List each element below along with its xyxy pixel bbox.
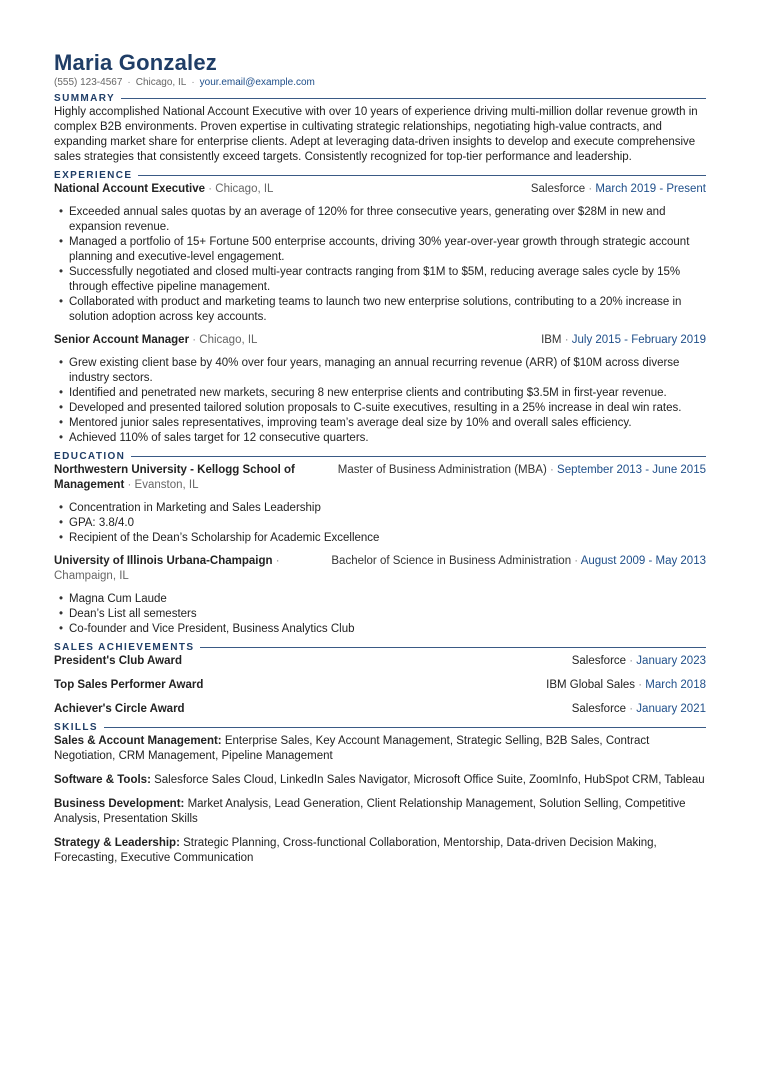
skill-group (54, 734, 706, 764)
resume-page (54, 50, 706, 866)
job-location: Chicago, IL (215, 183, 274, 195)
separator: · (127, 77, 131, 88)
skill-label: Strategy & Leadership: (54, 837, 180, 849)
education-section-header (54, 450, 706, 463)
section-title: SUMMARY (54, 93, 116, 104)
company-name: IBM (541, 334, 562, 346)
separator: · (192, 334, 200, 346)
achievement-title: President's Club Award (54, 655, 182, 667)
list-item: • Mentored junior sales representatives, improving team’s average deal size by 10% and overall sales efficiency. (69, 416, 706, 431)
section-title: SKILLS (54, 722, 98, 733)
school-name: Northwestern University - Kellogg School of Management (54, 464, 295, 491)
section-divider (200, 647, 706, 648)
separator: · (626, 655, 637, 667)
separator: · (208, 183, 216, 195)
spacer (54, 669, 706, 678)
separator: · (275, 555, 280, 567)
achievement-date: January 2023 (636, 655, 706, 667)
separator: · (635, 679, 646, 691)
achievement-item (54, 702, 706, 717)
skill-group (54, 773, 706, 788)
skill-text: Salesforce Sales Cloud, LinkedIn Sales Navigator, Microsoft Office Suite, ZoomInfo, HubSpot CRM, Tableau (154, 774, 705, 786)
job-bullets (54, 356, 706, 446)
school-location: Evanston, IL (134, 479, 199, 491)
section-title: SALES ACHIEVEMENTS (54, 642, 195, 653)
achievement-date: March 2018 (645, 679, 706, 691)
education-header (54, 463, 706, 493)
company-name: Salesforce (530, 183, 586, 195)
achievement-item (54, 678, 706, 693)
list-item: • Collaborated with product and marketing teams to launch two new enterprise solutions, contributing to a 20% increase in solution adoption across key accounts. (69, 295, 706, 325)
separator: · (550, 464, 558, 476)
skill-group (54, 836, 706, 866)
spacer (54, 546, 706, 554)
achievement-title: Top Sales Performer Award (54, 679, 204, 691)
job-location: Chicago, IL (199, 334, 258, 346)
education-bullets (54, 592, 706, 637)
education-header (54, 554, 706, 584)
list-item: • Managed a portfolio of 15+ Fortune 500 enterprise accounts, driving 30% year-over-year growth through strategic account planning and executive-level engagement. (69, 235, 706, 265)
education-entry (54, 463, 706, 546)
list-item: • Co-founder and Vice President, Business Analytics Club (69, 622, 706, 637)
school-location: Champaign, IL (54, 570, 129, 582)
spacer (54, 325, 706, 333)
spacer (54, 788, 706, 797)
job-dates: July 2015 - February 2019 (571, 334, 706, 346)
section-divider (138, 175, 706, 176)
skill-text: Enterprise Sales, Key Account Management, Strategic Selling, B2B Sales, Contract Negotiation, CRM Management, Pipeline Management (54, 735, 650, 762)
section-title: EDUCATION (54, 451, 126, 462)
skill-label: Software & Tools: (54, 774, 151, 786)
school-name: University of Illinois Urbana-Champaign (54, 555, 273, 567)
degree: Bachelor of Science in Business Administration (331, 555, 572, 567)
skill-label: Sales & Account Management: (54, 735, 222, 747)
separator: · (127, 479, 135, 491)
list-item: • Grew existing client base by 40% over four years, managing an annual recurring revenue (ARR) of $10M across diverse industry sectors. (69, 356, 706, 386)
skill-label: Business Development: (54, 798, 185, 810)
skill-text: Strategic Planning, Cross-functional Collaboration, Mentorship, Data-driven Decision Making, Forecasting, Executive Communication (54, 837, 657, 864)
achievement-org: IBM Global Sales (546, 679, 636, 691)
section-divider (121, 98, 706, 99)
achievements-section-header (54, 641, 706, 654)
list-item: • Magna Cum Laude (69, 592, 706, 607)
separator: · (191, 77, 195, 88)
section-divider (104, 727, 706, 728)
skill-group (54, 797, 706, 827)
job-entry (54, 333, 706, 446)
job-header (54, 333, 706, 348)
candidate-name: Maria Gonzalez (54, 50, 217, 75)
phone: (555) 123-4567 (54, 77, 123, 88)
list-item: • Developed and presented tailored solution proposals to C-suite executives, resulting in a 25% increase in deal win rates. (69, 401, 706, 416)
section-divider (131, 456, 706, 457)
achievement-title: Achiever's Circle Award (54, 703, 185, 715)
degree: Master of Business Administration (MBA) (337, 464, 547, 476)
list-item: • Achieved 110% of sales target for 12 consecutive quarters. (69, 431, 706, 446)
list-item: • Concentration in Marketing and Sales Leadership (69, 501, 706, 516)
list-item: • Identified and penetrated new markets, securing 8 new enterprise clients and contributing $3.5M in first-year revenue. (69, 386, 706, 401)
job-title: National Account Executive (54, 183, 206, 195)
summary-section-header (54, 92, 706, 105)
achievement-item (54, 654, 706, 669)
contact-line (54, 76, 706, 89)
spacer (54, 764, 706, 773)
list-item: • GPA: 3.8/4.0 (69, 516, 706, 531)
experience-section-header (54, 169, 706, 182)
separator: · (626, 703, 637, 715)
separator: · (574, 555, 581, 567)
list-item: • Successfully negotiated and closed multi-year contracts ranging from $1M to $5M, reducing average sales cycle by 15% through effective pipeline management. (69, 265, 706, 295)
job-header (54, 182, 706, 197)
job-title: Senior Account Manager (54, 334, 190, 346)
spacer (54, 693, 706, 702)
summary-text: Highly accomplished National Account Executive with over 10 years of experience driving multi-million dollar revenue growth in complex B2B environments. Proven expertise in cultivating strategic relationships, negotiating high-value contracts, and expanding market share for enterprise clients. Adept at leveraging data-driven insights to develop and execute comprehensive sales strategies that consistently exceed targets. Consistently recognized for top-tier performance and leadership. (54, 106, 698, 163)
education-bullets (54, 501, 706, 546)
skill-text: Market Analysis, Lead Generation, Client Relationship Management, Solution Selling, Competitive Analysis, Presentation Skills (54, 798, 686, 825)
section-title: EXPERIENCE (54, 170, 133, 181)
job-dates: March 2019 - Present (595, 183, 706, 195)
separator: · (564, 334, 572, 346)
list-item: • Exceeded annual sales quotas by an average of 120% for three consecutive years, generating over $28M in new and expansion revenue. (69, 205, 706, 235)
achievement-date: January 2021 (636, 703, 706, 715)
achievement-org: Salesforce (571, 655, 627, 667)
email-link[interactable]: your.email@example.com (199, 77, 315, 88)
list-item: • Dean’s List all semesters (69, 607, 706, 622)
skills-section-header (54, 721, 706, 734)
education-entry (54, 554, 706, 637)
separator: · (588, 183, 596, 195)
list-item: • Recipient of the Dean’s Scholarship for Academic Excellence (69, 531, 706, 546)
job-bullets (54, 205, 706, 325)
job-entry (54, 182, 706, 325)
spacer (54, 827, 706, 836)
achievement-org: Salesforce (571, 703, 627, 715)
education-dates: September 2013 - June 2015 (557, 464, 706, 476)
location: Chicago, IL (135, 77, 187, 88)
education-dates: August 2009 - May 2013 (580, 555, 706, 567)
